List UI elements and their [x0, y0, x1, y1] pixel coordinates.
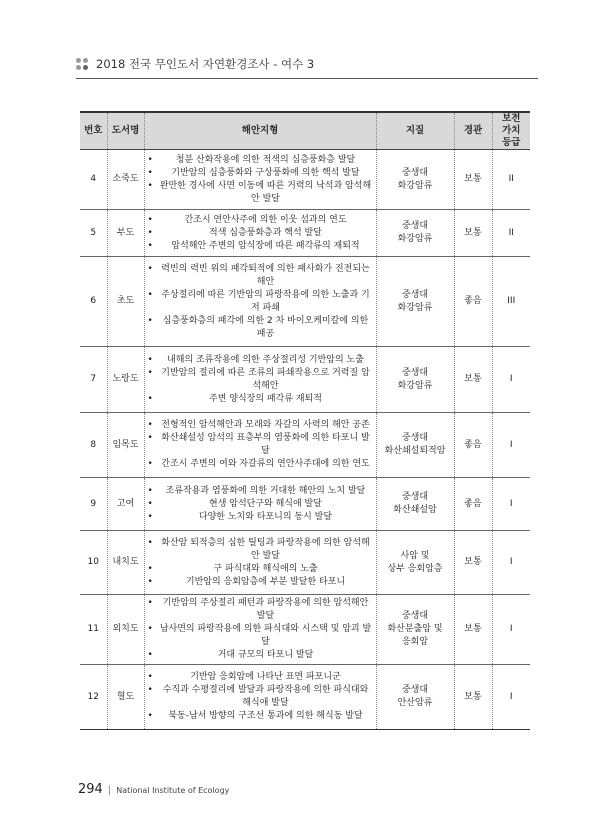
coastal-features [144, 257, 376, 347]
coastal-features [144, 210, 376, 257]
row-number: 10 [80, 531, 107, 595]
island-name: 초도 [107, 257, 144, 347]
four-dots-icon [76, 58, 88, 70]
geology-line: 화강암류 [397, 234, 433, 244]
geology-line: 화강암류 [397, 180, 433, 191]
feature-item: • 내해의 조류작용에 의한 주상절리성 기반암의 노출 [147, 354, 374, 367]
feature-item: • 구 파식대와 해식애의 노출 [147, 563, 374, 576]
feature-item: • 북동-남서 방향의 구조선 통과에 의한 해식동 발달 [147, 710, 374, 723]
geology [376, 595, 454, 665]
geology-line: 사암 및 [400, 550, 430, 561]
table-body [80, 150, 530, 730]
geology [376, 347, 454, 413]
island-name: 소죽도 [107, 150, 144, 210]
landscape-rating: 보통 [454, 531, 492, 595]
coastal-features [144, 531, 376, 595]
landscape-rating: 보통 [454, 347, 492, 413]
geology-line: 응회암 [401, 637, 429, 647]
feature-list [147, 671, 374, 723]
feature-item: • 기반암 응회암에 나타난 표면 파포니군 [147, 671, 374, 684]
island-name: 부도 [107, 210, 144, 257]
row-number: 5 [80, 210, 107, 257]
geology-line: 화산분출암 및 [387, 624, 443, 634]
geology [376, 257, 454, 347]
coastal-features [144, 595, 376, 665]
island-coastal-table [80, 111, 530, 730]
conservation-grade: I [492, 531, 530, 595]
feature-item: • 간조시 연안사주에 의한 이웃 섬과의 연도 [147, 214, 374, 227]
institute-name: National Institute of Ecology [116, 786, 230, 795]
geology-line: 상부 응회암층 [387, 563, 443, 574]
geology-line: 중생대 [401, 685, 429, 695]
feature-item: • 기반암의 절리에 따른 조류의 파쇄작용으로 거력질 암석해안 [147, 367, 374, 393]
table-header-row [80, 112, 530, 150]
feature-item: • 기반암의 주상절리 패턴과 파랑작용에 의한 암석해안 발달 [147, 597, 374, 623]
geology [376, 478, 454, 531]
column-header: 도서명 [107, 112, 144, 150]
table-row [80, 478, 530, 531]
geology-line: 화산쇄설암 [393, 505, 437, 515]
landscape-rating: 보통 [454, 210, 492, 257]
column-header: 보전가치 등급 [492, 112, 530, 150]
conservation-grade: II [492, 150, 530, 210]
conservation-grade: III [492, 257, 530, 347]
geology-line: 중생대 [401, 289, 429, 300]
feature-item: • 적색 심층풍화층과 핵석 발달 [147, 227, 374, 240]
geology-line: 중생대 [401, 433, 429, 443]
conservation-grade: I [492, 595, 530, 665]
feature-list [147, 537, 374, 589]
row-number: 7 [80, 347, 107, 413]
geology-line: 화산쇄설퇴적암 [384, 446, 446, 456]
landscape-rating: 보통 [454, 150, 492, 210]
coastal-features [144, 413, 376, 478]
conservation-grade: I [492, 347, 530, 413]
feature-item: • 기반암의 심층풍화와 구상풍화에 의한 핵석 발달 [147, 167, 374, 180]
feature-item: • 수직과 수평절리에 발달과 파랑작용에 의한 파식대와 해식애 발달 [147, 684, 374, 710]
feature-item: • 심층풍화층의 패각에 의한 2 차 바이오케미칼에 의한 패공 [147, 315, 374, 341]
page-number: 294 [78, 782, 103, 797]
column-header: 해안지형 [144, 112, 376, 150]
geology [376, 150, 454, 210]
geology-line: 중생대 [401, 611, 429, 621]
feature-item: • 화산쇄설성 암석의 표층부의 염풍화에 의한 타포니 발달 [147, 432, 374, 458]
island-name: 노랑도 [107, 347, 144, 413]
feature-list [147, 214, 374, 253]
coastal-features [144, 478, 376, 531]
running-header [76, 54, 314, 74]
header-title: 2018 전국 무인도서 자연환경조사 - 여수 3 [96, 57, 315, 71]
landscape-rating: 좋음 [454, 257, 492, 347]
row-number: 12 [80, 665, 107, 730]
geology-line: 중생대 [401, 492, 429, 502]
table-row [80, 531, 530, 595]
feature-item: • 조류작용과 염풍화에 의한 거대한 해안의 노치 발달 [147, 485, 374, 498]
conservation-grade: II [492, 210, 530, 257]
table-row [80, 595, 530, 665]
table-row [80, 210, 530, 257]
feature-item: • 전형적인 암석해안과 모래와 자갈의 사력의 해안 공존 [147, 419, 374, 432]
feature-item: • 청분 산화작용에 의한 적색의 심층풍화층 발달 [147, 154, 374, 167]
feature-list [147, 263, 374, 341]
landscape-rating: 좋음 [454, 413, 492, 478]
geology-line: 중생대 [401, 167, 429, 178]
table-row [80, 347, 530, 413]
feature-item: • 다양한 노치와 타포니의 동시 발달 [147, 511, 374, 524]
table-row [80, 257, 530, 347]
feature-list [147, 597, 374, 662]
feature-list [147, 154, 374, 206]
table-row [80, 413, 530, 478]
feature-item: • 화산암 퇴적층의 심한 틸팅과 파랑작용에 의한 암석해안 발달 [147, 537, 374, 563]
feature-item: • 기반암의 응회암층에 부분 발달한 타포니 [147, 576, 374, 589]
feature-item: • 완만한 경사에 사면 이동에 따른 거력의 낙석과 암석해안 발달 [147, 180, 374, 206]
geology [376, 531, 454, 595]
island-name: 고여 [107, 478, 144, 531]
geology [376, 413, 454, 478]
feature-item: • 거대 규모의 타포니 발달 [147, 649, 374, 662]
coastal-features [144, 347, 376, 413]
feature-item: • 암석해안 주변의 암식장에 따른 패각류의 재퇴적 [147, 240, 374, 253]
feature-item: • 간조시 주변의 여와 자갈류의 연안사주대에 의한 연도 [147, 458, 374, 471]
coastal-features [144, 150, 376, 210]
feature-list [147, 354, 374, 406]
column-header: 번호 [80, 112, 107, 150]
geology-line: 화강암류 [397, 302, 433, 313]
island-name: 외치도 [107, 595, 144, 665]
landscape-rating: 좋음 [454, 478, 492, 531]
feature-list [147, 485, 374, 524]
page-footer [78, 782, 229, 797]
table-row [80, 150, 530, 210]
feature-item: • 남사면의 파랑작용에 의한 파식대와 시스택 및 암괴 발달 [147, 623, 374, 649]
feature-item: • 주변 양식장의 패각류 재퇴적 [147, 393, 374, 406]
geology [376, 665, 454, 730]
geology-line: 중생대 [401, 221, 429, 231]
row-number: 6 [80, 257, 107, 347]
row-number: 4 [80, 150, 107, 210]
geology-line: 화강암류 [397, 380, 433, 391]
feature-list [147, 419, 374, 471]
landscape-rating: 보통 [454, 595, 492, 665]
feature-item: • 주상절리에 따른 기반암의 파랑작용에 의한 노출과 기저 파쇄 [147, 289, 374, 315]
feature-item: • 현생 암석단구와 해식애 발달 [147, 498, 374, 511]
conservation-grade: I [492, 478, 530, 531]
header-divider [76, 78, 538, 79]
geology [376, 210, 454, 257]
island-name: 임목도 [107, 413, 144, 478]
conservation-grade: I [492, 413, 530, 478]
footer-separator: | [107, 785, 112, 796]
feature-item: • 력빈의 력빈 위의 패각퇴적에 의한 패사화가 진전되는 해안 [147, 263, 374, 289]
table-row [80, 665, 530, 730]
row-number: 8 [80, 413, 107, 478]
column-header: 지질 [376, 112, 454, 150]
landscape-rating: 보통 [454, 665, 492, 730]
geology-line: 안산암류 [397, 698, 433, 708]
conservation-grade: I [492, 665, 530, 730]
coastal-features [144, 665, 376, 730]
row-number: 11 [80, 595, 107, 665]
column-header: 경관 [454, 112, 492, 150]
island-name: 혈도 [107, 665, 144, 730]
row-number: 9 [80, 478, 107, 531]
island-name: 내치도 [107, 531, 144, 595]
geology-line: 중생대 [401, 367, 429, 378]
